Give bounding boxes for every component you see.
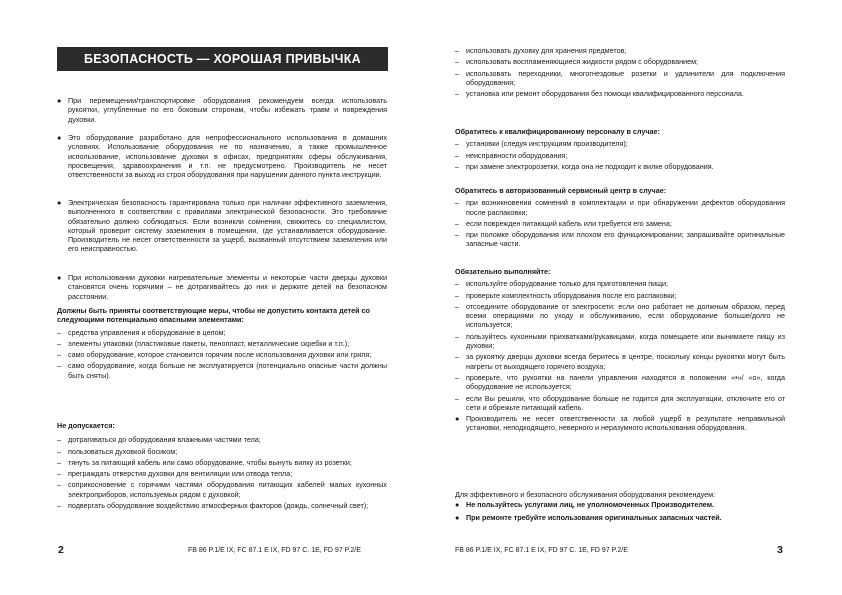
list-item: – само оборудование, которое становится горячим после использования духовки или гриля; — [57, 350, 372, 360]
children-section — [57, 306, 387, 382]
recommend-intro: Для эффективного и безопасного обслуживания оборудования рекомендуем: — [455, 490, 716, 499]
recommend-section — [455, 490, 785, 522]
list-item: – использовать воспламеняющиеся жидкости рядом с оборудованием; — [455, 57, 699, 67]
bullet-item: ● При использовании духовки нагревательные элементы и некоторые части дверцы духовки становятся очень горячими – не дотрагивайтесь до них и держите детей на безопасном расстоянии. — [57, 273, 387, 301]
bullet-item: ● Производитель не несет ответственности за любой ущерб в результате неправильной установки, неподходящего, неверного и неразумного использования оборудования. — [455, 414, 785, 433]
list-item: – преграждать отверстия духовки для вентиляции или отвода тепла; — [57, 469, 293, 479]
bullet-item: ● При перемещении/транспортировке оборудования рекомендуем всегда использовать рукоятки, углубленные по его боковым сторонам, чтобы избежать травм и повреждения духовки. — [57, 96, 387, 124]
bullet-item: ● Это оборудование разработано для непрофессионального использования в домашних условиях. Использование оборудования не по назначению, а также промышленное использование, использование духовки в офисах, предприятиях сферы обслуживания, просвещения, здравоохранения и т.п. не предусмотрено. Производитель не несет ответственности за выход из строя оборудования при нарушении данного пункта инструкции. — [57, 133, 387, 180]
forbidden-heading: Не допускается: — [57, 421, 115, 430]
list-item: – дотрагиваться до оборудования влажными частями тела; — [57, 435, 261, 445]
qualified-heading: Обратитесь к квалифицированному персоналу в случае: — [455, 127, 660, 136]
service-heading: Обратитесь в авторизованный сервисный центр в случае: — [455, 186, 667, 195]
list-item: – установка или ремонт оборудования без помощи квалифицированного персонала. — [455, 89, 744, 99]
list-item: – проверьте, что рукоятки на панели управления находятся в положении «•»/ «о», когда оборудование не используется; — [455, 372, 785, 392]
list-item: – пользуйтесь кухонными прихватками/рукавицами, когда помещаете или вынимаете пищу из духовки; — [455, 331, 785, 351]
service-section — [455, 186, 785, 251]
list-item: – если Вы решили, что оборудование больше не годится для эксплуатации, отключите его от сети и обрежьте питающий кабель. — [455, 393, 785, 412]
list-item: – проверьте комплектность оборудования после его распаковки; — [455, 290, 677, 300]
page-number-right: 3 — [777, 544, 783, 556]
must-section — [455, 267, 785, 433]
list-item: – использовать духовку для хранения предметов; — [455, 46, 627, 55]
list-item: – отсоедините оборудование от электросети: если оно работает не должным образом, перед всеми операциями по уходу и обслуживанию, если оборудование больше/долго не используется; — [455, 301, 785, 330]
list-item: – само оборудование, когда больше не эксплуатируется (потенциально опасные части должны быть сняты). — [57, 361, 387, 380]
list-item: – подвергать оборудование воздействию атмосферных факторов (дождь, солнечный свет); — [57, 501, 369, 511]
footer-models-left: FB 86 P.1/E IX, FC 87.1 E IX, FD 97 C. 1E, FD 97 P.2/E — [188, 547, 361, 554]
list-item: – установки (следуя инструкциям производителя); — [455, 139, 628, 149]
bullet-marker: ● — [57, 198, 62, 207]
list-item: – неисправности оборудования; — [455, 150, 568, 160]
forbidden-section — [57, 421, 387, 512]
list-item: – соприкосновение с горячими частями оборудования питающих кабелей малых кухонных электроприборов, используемых рядом с духовкой; — [57, 480, 387, 499]
must-heading: Обязательно выполняйте: — [455, 267, 551, 276]
list-item: – использовать переходники, многогнездовые розетки и удлинители для подключения оборудования; — [455, 68, 785, 87]
list-item: – элементы упаковки (пластиковые пакеты, пенопласт, металлические скребки и т.п.); — [57, 338, 350, 348]
section-title: БЕЗОПАСНОСТЬ — ХОРОШАЯ ПРИВЫЧКА — [57, 47, 388, 71]
bullet-marker: ● — [57, 96, 62, 105]
list-item: – при возникновении сомнений в комплектации и при обнаружении дефектов оборудования после распаковки; — [455, 198, 785, 217]
list-item: – при поломке оборудования или плохом его функционировании; запрашивайте оригинальные запасные части. — [455, 230, 785, 249]
bullet-marker: ● — [455, 500, 460, 510]
list-item: – если поврежден питающий кабель или требуется его замена; — [455, 218, 672, 228]
bullet-item: ● Электрическая безопасность гарантирована только при наличии эффективного заземления, выполненного в соответствии с правилами электрической безопасности. Это требование обязательно должно соблюдаться. Если возникли сомнения, свяжитесь со специалистом, который проверит систему заземления в помещении, где устанавливается оборудование. Производитель не несет ответственности за ущерб, вызванный отсутствием заземления или его неисправностью. — [57, 198, 387, 254]
bullet-marker: ● — [455, 512, 460, 522]
continued-forbidden-list — [455, 46, 785, 100]
children-heading: Должны быть приняты соответствующие меры, чтобы не допустить контакта детей со следующими потенциально опасными элементами: — [57, 306, 370, 325]
page-number-left: 2 — [58, 544, 64, 556]
bullet-item: ● Не пользуйтесь услугами лиц, не уполномоченных Производителем. — [455, 500, 715, 510]
list-item: – при замене электророзетки, когда она не подходит к вилке оборудования. — [455, 161, 714, 171]
list-item: – средства управления и оборудование в целом; — [57, 327, 226, 337]
list-item: – используйте оборудование только для приготовления пищи; — [455, 279, 669, 289]
footer-models-right: FB 86 P.1/E IX, FC 87.1 E IX, FD 97 C. 1E, FD 97 P.2/E — [455, 547, 628, 554]
bullet-marker: ● — [455, 414, 460, 424]
bullet-marker: ● — [57, 133, 62, 142]
bullet-item: ● При ремонте требуйте использования оригинальных запасных частей. — [455, 512, 722, 522]
list-item: – тянуть за питающий кабель или само оборудование, чтобы вынуть вилку из розетки; — [57, 457, 352, 467]
list-item: – за рукоятку дверцы духовки всегда беритесь в центре, поскольку концы рукоятки могут быть нагреты от выходящего горячего воздуха; — [455, 352, 785, 371]
bullet-marker: ● — [57, 273, 62, 282]
safety-bullets — [57, 96, 387, 310]
qualified-section — [455, 127, 785, 173]
list-item: – пользоваться духовкой босиком; — [57, 446, 178, 456]
